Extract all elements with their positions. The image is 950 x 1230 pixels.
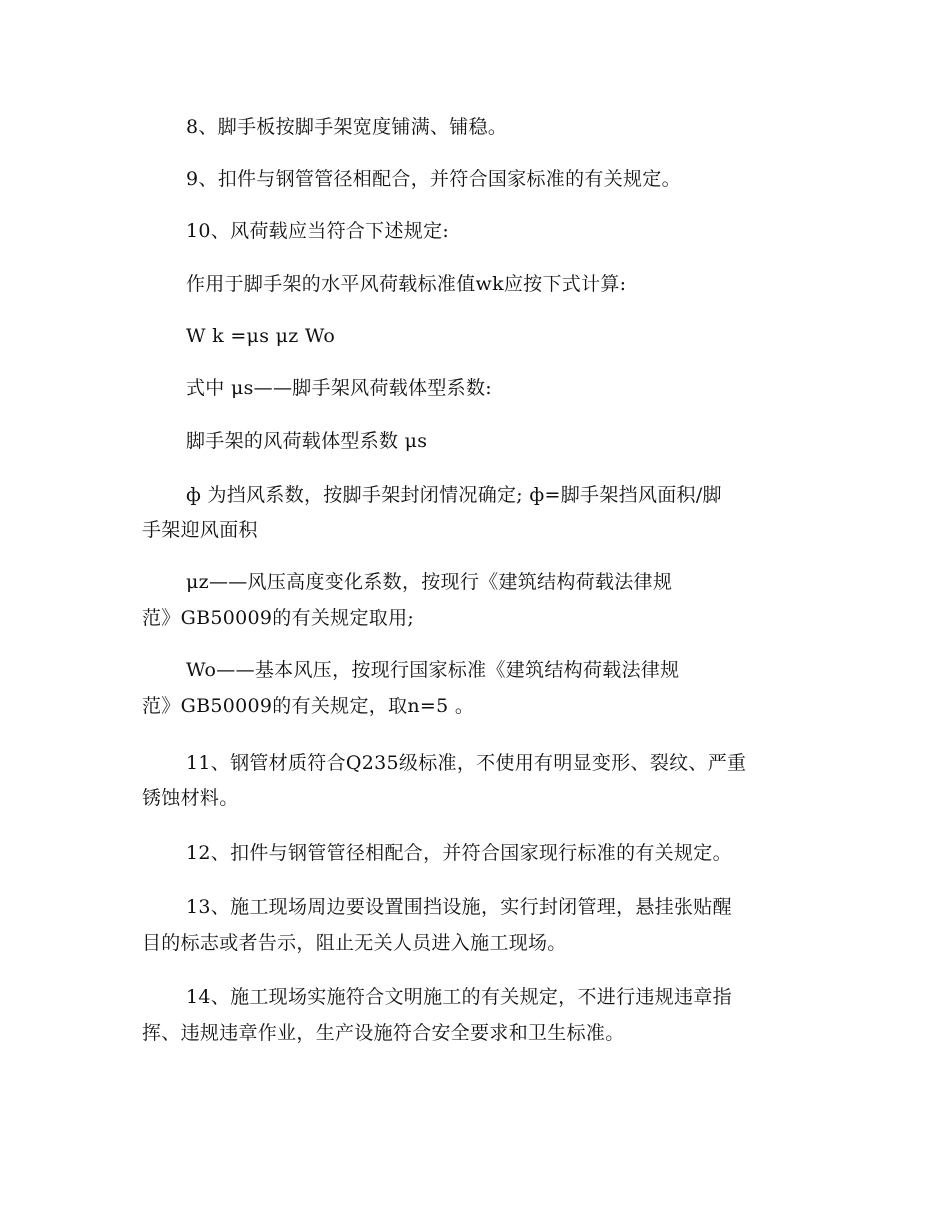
shape-coefficient-label: 脚手架的风荷载体型系数 μs — [186, 430, 428, 452]
item-11-line-1: 11、钢管材质符合Q235级标准，不使用有明显变形、裂纹、严重 — [186, 752, 747, 774]
item-10-heading: 10、风荷载应当符合下述规定: — [186, 220, 450, 242]
wo-definition-line-1: Wo——基本风压，按现行国家标准《建筑结构荷载法律规 — [186, 659, 680, 681]
item-13-line-1: 13、施工现场周边要设置围挡设施，实行封闭管理，悬挂张贴醒 — [186, 896, 732, 918]
item-8-text: 8、脚手板按脚手架宽度铺满、铺稳。 — [186, 116, 508, 138]
wind-shield-coefficient-line-2: 手架迎风面积 — [142, 519, 258, 541]
wind-load-intro: 作用于脚手架的水平风荷载标准值wk应按下式计算: — [186, 273, 627, 295]
item-12-text: 12、扣件与钢管管径相配合，并符合国家现行标准的有关规定。 — [186, 842, 732, 864]
muz-definition-line-2: 范》GB50009的有关规定取用; — [142, 607, 415, 629]
formula-definition-mus: 式中 μs——脚手架风荷载体型系数: — [186, 377, 492, 399]
item-11-line-2: 锈蚀材料。 — [142, 787, 239, 809]
muz-definition-line-1: μz——风压高度变化系数，按现行《建筑结构荷载法律规 — [186, 571, 673, 593]
item-9-text: 9、扣件与钢管管径相配合，并符合国家标准的有关规定。 — [186, 168, 681, 190]
wind-load-formula: W k =μs μz Wo — [186, 325, 336, 347]
item-14-line-1: 14、施工现场实施符合文明施工的有关规定，不进行违规违章指 — [186, 986, 732, 1008]
wo-definition-line-2: 范》GB50009的有关规定，取n=5 。 — [142, 695, 475, 717]
wind-shield-coefficient-line-1: ф 为挡风系数，按脚手架封闭情况确定; ф=脚手架挡风面积/脚 — [186, 484, 722, 506]
item-13-line-2: 目的标志或者告示，阻止无关人员进入施工现场。 — [142, 932, 567, 954]
item-14-line-2: 挥、违规违章作业，生产设施符合安全要求和卫生标准。 — [142, 1022, 625, 1044]
